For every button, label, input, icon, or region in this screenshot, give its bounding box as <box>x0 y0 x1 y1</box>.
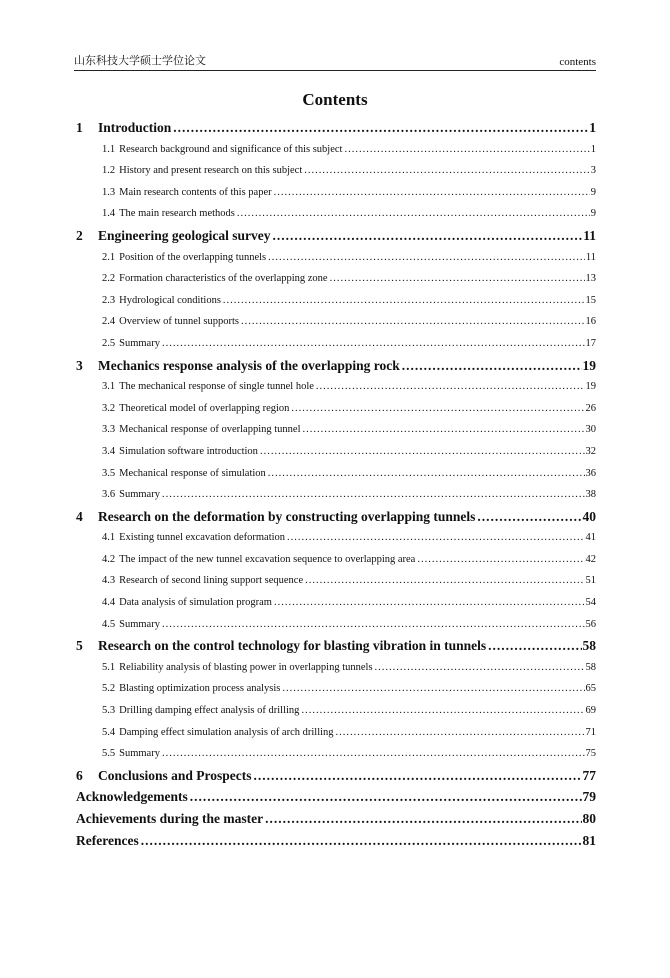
toc-entry-title: Simulation software introduction <box>119 445 258 457</box>
toc-page-number: 1 <box>589 120 596 135</box>
toc-entry-title: Summary <box>119 337 160 349</box>
toc-entry-number: 3.1 <box>102 381 116 393</box>
toc-leader-dots <box>477 506 581 528</box>
toc-entry-title: Summary <box>119 748 160 760</box>
toc-entry-number: 2.5 <box>102 337 116 349</box>
toc-section-entry <box>76 139 596 161</box>
toc-page-number: 36 <box>585 467 596 479</box>
toc-section-entry <box>76 743 596 765</box>
toc-entry-title: Data analysis of simulation program <box>119 597 272 609</box>
toc-page-number: 13 <box>585 273 596 285</box>
toc-section-entry <box>76 419 596 441</box>
running-header <box>74 52 596 71</box>
toc-leader-dots <box>254 765 582 787</box>
toc-entry-title: Research on the control technology for blasting vibration in tunnels <box>98 638 487 654</box>
toc-entry-number: 4 <box>76 508 83 524</box>
toc-entry-number: 3 <box>76 357 83 373</box>
toc-section-entry <box>76 247 596 269</box>
toc-page-number: 26 <box>585 402 596 414</box>
toc-leader-dots <box>273 225 583 247</box>
toc-leader-dots <box>260 441 585 463</box>
toc-page-number: 41 <box>585 532 596 544</box>
toc-page-number: 32 <box>585 445 596 457</box>
toc-entry-title: The impact of the new tunnel excavation sequence to overlapping area <box>119 553 416 565</box>
toc-page-number: 79 <box>582 789 596 805</box>
toc-entry-number: 4.2 <box>102 553 116 565</box>
toc-entry-title: Drilling damping effect analysis of drilling <box>119 705 300 717</box>
toc-section-entry <box>76 311 596 333</box>
toc-page-number: 19 <box>585 381 596 393</box>
toc-entry-number: 5.5 <box>102 748 116 760</box>
toc-page-number: 75 <box>585 748 596 760</box>
toc-page-number: 15 <box>585 294 596 306</box>
toc-section-entry <box>76 463 596 485</box>
toc-chapter-entry <box>76 635 596 657</box>
toc-chapter-entry <box>76 830 596 852</box>
toc-entry-number: 3.5 <box>102 467 116 479</box>
header-section-name: contents <box>559 56 596 68</box>
toc-leader-dots <box>162 614 585 636</box>
toc-chapter-entry <box>76 808 596 830</box>
toc-entry-title: Summary <box>119 489 160 501</box>
toc-leader-dots <box>268 247 585 269</box>
toc-leader-dots <box>223 290 585 312</box>
toc-entry-number: 3.2 <box>102 402 116 414</box>
toc-chapter-entry <box>76 786 596 808</box>
toc-page-number: 71 <box>585 726 596 738</box>
toc-page-number: 42 <box>585 553 596 565</box>
toc-section-entry <box>76 268 596 290</box>
toc-entry-number: 1.1 <box>102 143 116 155</box>
toc-entry-title: Engineering geological survey <box>98 227 271 243</box>
toc-leader-dots <box>282 678 584 700</box>
toc-page-number: 51 <box>585 575 596 587</box>
toc-page-number: 3 <box>590 165 596 177</box>
toc-chapter-entry <box>76 117 596 139</box>
toc-section-entry <box>76 527 596 549</box>
toc-entry-title: The mechanical response of single tunnel hole <box>119 381 314 393</box>
toc-entry-title: The main research methods <box>119 208 235 220</box>
toc-entry-title: Mechanical response of simulation <box>119 467 266 479</box>
toc-page-number: 80 <box>582 811 596 826</box>
toc-page-number: 54 <box>585 597 596 609</box>
toc-section-entry <box>76 203 596 225</box>
toc-page-number: 69 <box>585 705 596 717</box>
toc-section-entry <box>76 657 596 679</box>
toc-entry-title: Research on the deformation by constructing overlapping tunnels <box>98 508 476 524</box>
toc-chapter-entry <box>76 765 596 787</box>
toc-page-number: 16 <box>585 316 596 328</box>
toc-entry-number: 2 <box>76 227 83 243</box>
toc-entry-title: Theoretical model of overlapping region <box>119 402 290 414</box>
toc-leader-dots <box>344 139 589 161</box>
toc-leader-dots <box>402 355 582 377</box>
toc-section-entry <box>76 549 596 571</box>
toc-entry-number: 4.4 <box>102 597 116 609</box>
toc-page-number: 38 <box>585 489 596 501</box>
toc-leader-dots <box>291 398 584 420</box>
toc-entry-number: 2.3 <box>102 294 116 306</box>
toc-entry-number: 3.6 <box>102 489 116 501</box>
toc-section-entry <box>76 441 596 463</box>
toc-page-number: 9 <box>590 208 596 220</box>
toc-leader-dots <box>274 182 590 204</box>
toc-page-number: 11 <box>583 227 596 243</box>
toc-page-number: 17 <box>585 337 596 349</box>
toc-entry-title: Blasting optimization process analysis <box>119 683 281 695</box>
toc-entry-title: Reliability analysis of blasting power in overlapping tunnels <box>119 661 373 673</box>
toc-entry-title: Mechanical response of overlapping tunnel <box>119 424 301 436</box>
toc-page-number: 30 <box>585 424 596 436</box>
toc-entry-title: Position of the overlapping tunnels <box>119 251 267 263</box>
toc-leader-dots <box>301 700 584 722</box>
toc-section-entry <box>76 484 596 506</box>
toc-page-number: 77 <box>582 767 596 783</box>
toc-leader-dots <box>304 160 590 182</box>
toc-leader-dots <box>237 203 590 225</box>
table-of-contents <box>76 117 596 851</box>
toc-leader-dots <box>268 463 585 485</box>
toc-entry-number: 5.1 <box>102 661 116 673</box>
toc-entry-title: Hydrological conditions <box>119 294 221 306</box>
toc-leader-dots <box>162 484 585 506</box>
toc-chapter-entry <box>76 355 596 377</box>
toc-entry-title: Main research contents of this paper <box>119 186 272 198</box>
toc-entry-title: Damping effect simulation analysis of arch drilling <box>119 726 334 738</box>
toc-entry-title: Existing tunnel excavation deformation <box>119 532 286 544</box>
toc-section-entry <box>76 570 596 592</box>
toc-entry-number: 5.4 <box>102 726 116 738</box>
toc-chapter-entry <box>76 506 596 528</box>
toc-leader-dots <box>173 117 588 139</box>
toc-page-number: 58 <box>582 638 596 654</box>
toc-entry-number: 5.3 <box>102 705 116 717</box>
toc-section-entry <box>76 592 596 614</box>
toc-leader-dots <box>302 419 584 441</box>
toc-entry-title: Summary <box>119 618 160 630</box>
toc-leader-dots <box>162 743 585 765</box>
toc-entry-number: 3.3 <box>102 424 116 436</box>
toc-leader-dots <box>336 722 585 744</box>
toc-entry-number: 4.5 <box>102 618 116 630</box>
toc-entry-title: Formation characteristics of the overlapping zone <box>119 273 328 285</box>
toc-entry-number: 1.3 <box>102 186 116 198</box>
toc-section-entry <box>76 700 596 722</box>
toc-entry-title: Mechanics response analysis of the overlapping rock <box>98 357 400 373</box>
toc-page-number: 19 <box>582 357 596 373</box>
toc-section-entry <box>76 160 596 182</box>
toc-page-number: 65 <box>585 683 596 695</box>
toc-leader-dots <box>265 808 581 830</box>
toc-leader-dots <box>375 657 585 679</box>
toc-page-number: 81 <box>582 832 596 848</box>
toc-section-entry <box>76 722 596 744</box>
toc-page-number: 40 <box>582 508 596 524</box>
toc-entry-number: 1.4 <box>102 208 116 220</box>
toc-entry-number: 6 <box>76 767 83 783</box>
toc-chapter-entry <box>76 225 596 247</box>
toc-leader-dots <box>316 376 585 398</box>
toc-leader-dots <box>488 635 581 657</box>
toc-entry-title: Research background and significance of this subject <box>119 143 343 155</box>
toc-entry-number: 2.2 <box>102 273 116 285</box>
toc-section-entry <box>76 182 596 204</box>
toc-section-entry <box>76 614 596 636</box>
toc-page-number: 9 <box>590 186 596 198</box>
toc-entry-title: Introduction <box>98 120 172 135</box>
toc-page-number: 1 <box>590 143 596 155</box>
toc-leader-dots <box>162 333 585 355</box>
page-title: Contents <box>302 90 368 109</box>
toc-page-number: 11 <box>585 251 596 263</box>
toc-leader-dots <box>305 570 584 592</box>
toc-leader-dots <box>141 830 582 852</box>
toc-section-entry <box>76 678 596 700</box>
toc-entry-title: References <box>76 832 139 848</box>
toc-entry-number: 1 <box>76 120 83 135</box>
toc-entry-title: Achievements during the master <box>76 811 264 826</box>
toc-entry-title: History and present research on this subject <box>119 165 303 177</box>
toc-entry-number: 2.1 <box>102 251 116 263</box>
toc-entry-title: Research of second lining support sequence <box>119 575 304 587</box>
toc-leader-dots <box>287 527 584 549</box>
toc-entry-number: 1.2 <box>102 165 116 177</box>
toc-entry-title: Conclusions and Prospects <box>98 767 252 783</box>
toc-page-number: 56 <box>585 618 596 630</box>
toc-entry-number: 4.3 <box>102 575 116 587</box>
toc-section-entry <box>76 376 596 398</box>
toc-leader-dots <box>190 786 582 808</box>
toc-section-entry <box>76 333 596 355</box>
toc-leader-dots <box>241 311 585 333</box>
header-university-title: 山东科技大学硕士学位论文 <box>74 55 206 67</box>
toc-section-entry <box>76 398 596 420</box>
toc-page-number: 58 <box>585 661 596 673</box>
toc-entry-number: 3.4 <box>102 445 116 457</box>
toc-leader-dots <box>274 592 585 614</box>
toc-entry-number: 5 <box>76 638 83 654</box>
toc-section-entry <box>76 290 596 312</box>
toc-entry-number: 5.2 <box>102 683 116 695</box>
toc-leader-dots <box>330 268 585 290</box>
toc-entry-title: Acknowledgements <box>76 789 188 805</box>
toc-entry-title: Overview of tunnel supports <box>119 316 239 328</box>
toc-leader-dots <box>417 549 584 571</box>
toc-entry-number: 4.1 <box>102 532 116 544</box>
toc-entry-number: 2.4 <box>102 316 116 328</box>
